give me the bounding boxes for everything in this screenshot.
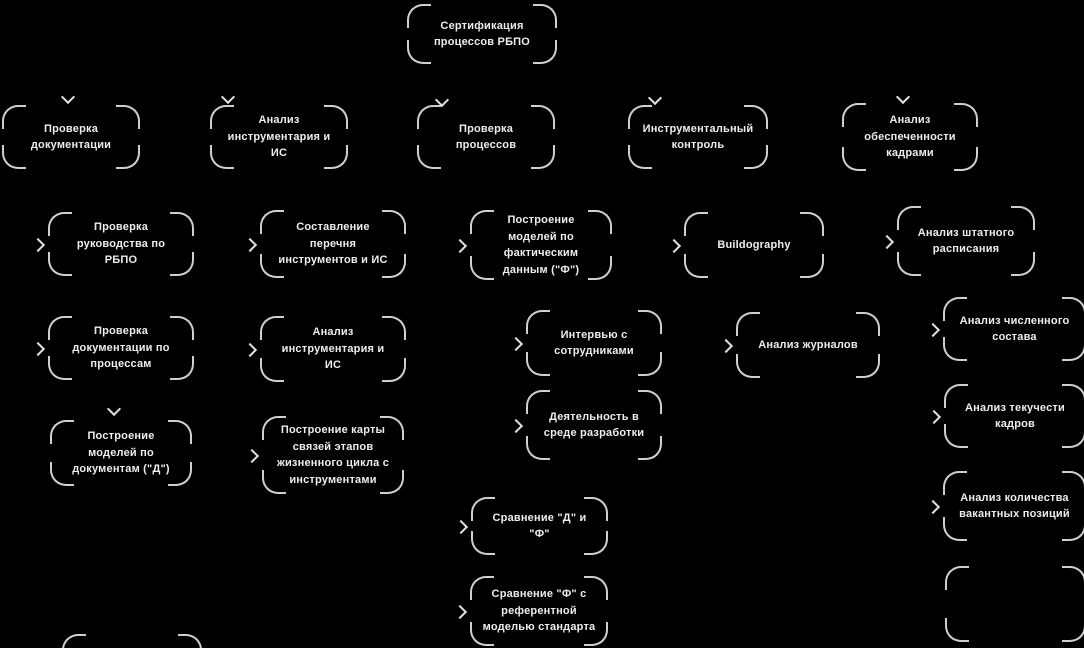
node-header-instrumental-control <box>628 105 768 169</box>
corner-arc <box>856 354 880 378</box>
node-label: Сертификация процессов РБПО <box>433 19 531 48</box>
node-doc-models <box>50 420 192 486</box>
node-header-tooling-analysis <box>210 105 348 169</box>
node-label: Сравнение "Д" и "Ф" <box>492 511 587 540</box>
arrow-right-icon <box>453 605 467 619</box>
arrow-right-icon <box>667 239 681 253</box>
node-label: Проверка документации по процессам <box>72 325 170 371</box>
node-tool-list <box>260 210 406 278</box>
arrow-right-icon <box>31 342 45 356</box>
node-label: Buildography <box>717 238 791 251</box>
corner-arc <box>736 354 760 378</box>
arrow-down-icon <box>221 90 235 104</box>
node-label: Проверка процессов <box>455 122 517 151</box>
node-label: Анализ журналов <box>758 338 858 351</box>
node-header-process-check <box>417 105 555 169</box>
node-stub-bottom-right <box>945 566 1084 642</box>
node-dev-env-activity <box>526 390 662 460</box>
node-tooling-analysis <box>260 316 406 382</box>
arrow-right-icon <box>509 419 523 433</box>
node-vacancies <box>943 471 1084 541</box>
corner-arc <box>1062 566 1084 590</box>
arrow-right-icon <box>926 500 940 514</box>
arrow-right-icon <box>454 520 468 534</box>
node-label: Проверка документации <box>30 122 112 151</box>
arrow-right-icon <box>245 449 259 463</box>
corner-arc <box>856 312 880 336</box>
node-label: Анализ штатного расписания <box>917 226 1015 255</box>
corner-arc <box>1062 618 1084 642</box>
corner-arc <box>684 254 708 278</box>
arrow-down-icon <box>107 402 121 416</box>
node-log-analysis <box>736 312 880 378</box>
node-label: Проверка руководства по РБПО <box>76 221 166 267</box>
node-label: Построение моделей по фактическим данным ("Ф") <box>502 214 580 276</box>
arrow-down-icon <box>896 90 910 104</box>
corner-arc <box>800 212 824 236</box>
arrow-right-icon <box>31 238 45 252</box>
node-label: Анализ текучести кадров <box>965 401 1065 430</box>
node-label: Анализ инструментария и ИС <box>281 326 385 372</box>
node-staff-schedule <box>897 206 1035 276</box>
arrow-right-icon <box>719 339 733 353</box>
node-lifecycle-map <box>262 416 404 494</box>
node-compare-f-standard <box>470 576 608 646</box>
node-label: Анализ количества вакантных позиций <box>959 491 1070 520</box>
arrow-right-icon <box>880 235 894 249</box>
node-stub-bottom-left <box>62 634 202 648</box>
arrow-right-icon <box>927 410 941 424</box>
corner-arc <box>945 618 969 642</box>
node-label: Составление перечня инструментов и ИС <box>278 221 388 267</box>
corner-arc <box>62 634 86 648</box>
arrow-right-icon <box>243 238 257 252</box>
node-label: Инструментальный контроль <box>642 122 754 151</box>
corner-arc <box>800 254 824 278</box>
node-root <box>407 4 557 64</box>
arrow-right-icon <box>243 343 257 357</box>
corner-arc <box>945 566 969 590</box>
corner-arc <box>178 634 202 648</box>
node-label: Анализ обеспеченности кадрами <box>864 114 956 160</box>
node-label: Анализ численного состава <box>959 314 1070 343</box>
node-fact-models <box>470 210 612 280</box>
node-label: Анализ инструментария и ИС <box>227 114 331 160</box>
node-interviews <box>526 310 662 376</box>
node-process-docs-check <box>48 316 194 380</box>
arrow-right-icon <box>453 239 467 253</box>
node-label: Построение моделей по документам ("Д") <box>72 430 170 476</box>
node-label: Интервью с сотрудниками <box>554 328 634 357</box>
corner-arc <box>684 212 708 236</box>
arrow-down-icon <box>61 90 75 104</box>
node-label: Построение карты связей этапов жизненного цикла с инструментами <box>276 424 390 486</box>
node-header-docs-review <box>2 105 140 169</box>
node-buildography <box>684 212 824 278</box>
arrow-right-icon <box>509 337 523 351</box>
corner-arc <box>736 312 760 336</box>
node-turnover <box>944 384 1084 448</box>
node-label: Деятельность в среде разработки <box>543 410 645 439</box>
node-label: Сравнение "Ф" с референтной моделью стандарта <box>482 588 596 634</box>
node-guide-check <box>48 212 194 276</box>
arrow-down-icon <box>648 91 662 105</box>
node-compare-d-f <box>471 497 608 555</box>
node-headcount <box>943 297 1084 361</box>
node-header-staffing-analysis <box>842 103 978 171</box>
arrow-right-icon <box>926 323 940 337</box>
